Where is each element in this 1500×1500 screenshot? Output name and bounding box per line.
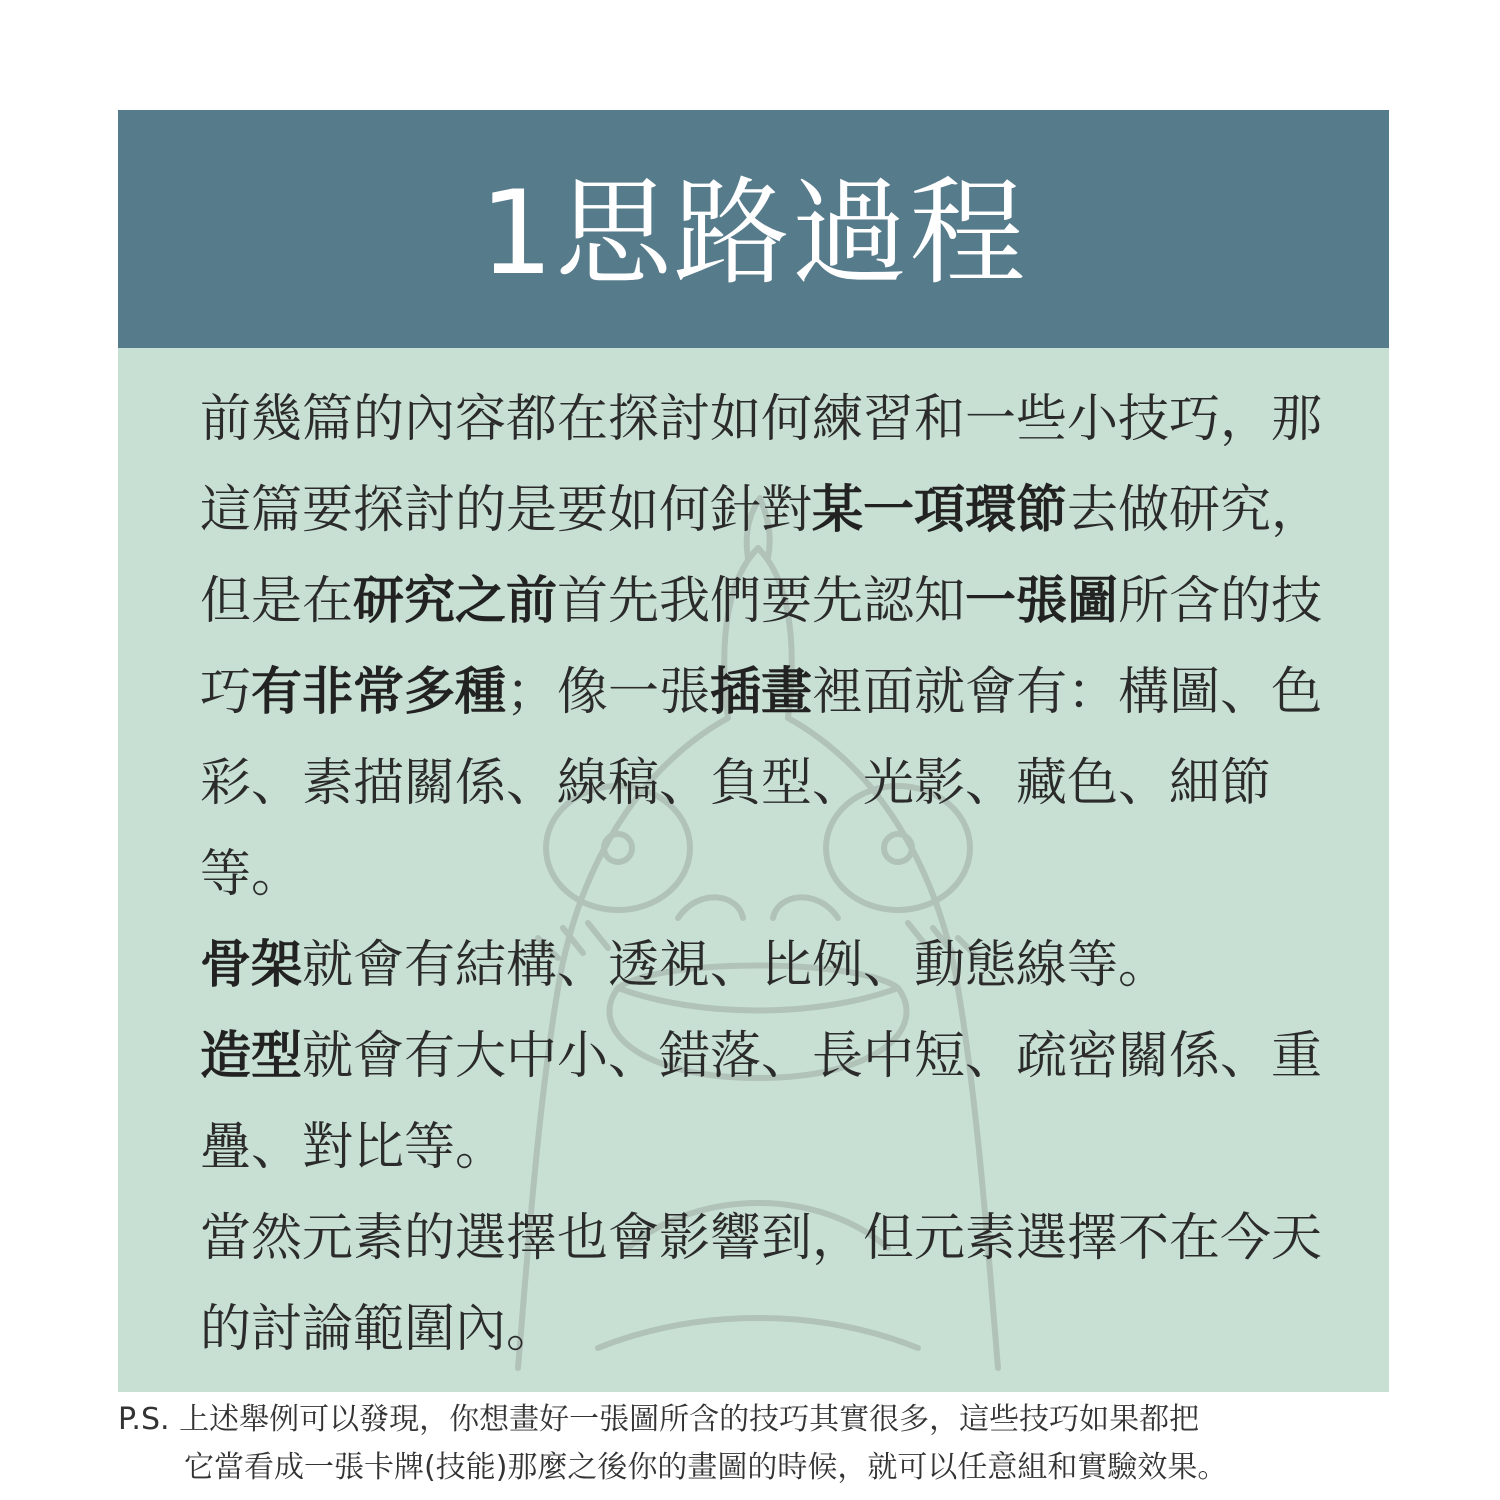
text-segment: 當然元素的選擇也會影響到，但元素選擇不在今天的討論範圍內。	[200, 1209, 1323, 1359]
body-text	[200, 374, 1340, 1375]
text-segment: 就會有大中小、錯落、長中短、疏密關係、重疊、對比等。	[200, 1027, 1323, 1177]
emphasis-segment: 造型	[200, 1027, 303, 1086]
text-segment: 裡面就會有：構圖、色彩、素描關係、線稿、負型、光影、藏色、細節等。	[200, 663, 1323, 904]
paragraph-shape	[200, 1011, 1340, 1193]
text-segment: 所含的技巧	[200, 572, 1323, 722]
text-segment: 首先我們要先認知	[557, 572, 966, 631]
page-title: 1思路過程	[479, 166, 1028, 301]
emphasis-segment: 某一項環節	[812, 481, 1068, 540]
text-segment: 就會有結構、透視、比例、動態線等。	[302, 936, 1170, 995]
paragraph-skeleton	[200, 920, 1340, 1011]
text-segment: 那這篇要探討的是要如何針對	[200, 390, 1323, 540]
emphasis-segment: 插畫	[710, 663, 813, 722]
emphasis-segment: 有非常多種	[251, 663, 507, 722]
text-segment: ；像一張	[506, 663, 711, 722]
emphasis-segment: 骨架	[200, 936, 303, 995]
paragraph-intro	[200, 374, 1340, 920]
text-segment: 前幾篇的內容都在探討如何練習和一些小技巧，	[200, 390, 1272, 449]
paragraph-elements	[200, 1193, 1340, 1375]
footnote-line-2: 它當看成一張卡牌(技能)那麼之後你的畫圖的時候，就可以任意組和實驗效果。	[184, 1450, 1228, 1485]
footnote-line-1: P.S. 上述舉例可以發現，你想畫好一張圖所含的技巧其實很多，這些技巧如果都把	[118, 1402, 1200, 1437]
emphasis-segment: 一張圖	[965, 572, 1119, 631]
content-panel	[118, 348, 1389, 1392]
footnote	[118, 1396, 1398, 1492]
text-segment: 去做研究，但是在	[200, 481, 1323, 631]
emphasis-segment: 研究之前	[353, 572, 558, 631]
title-banner	[118, 110, 1389, 348]
